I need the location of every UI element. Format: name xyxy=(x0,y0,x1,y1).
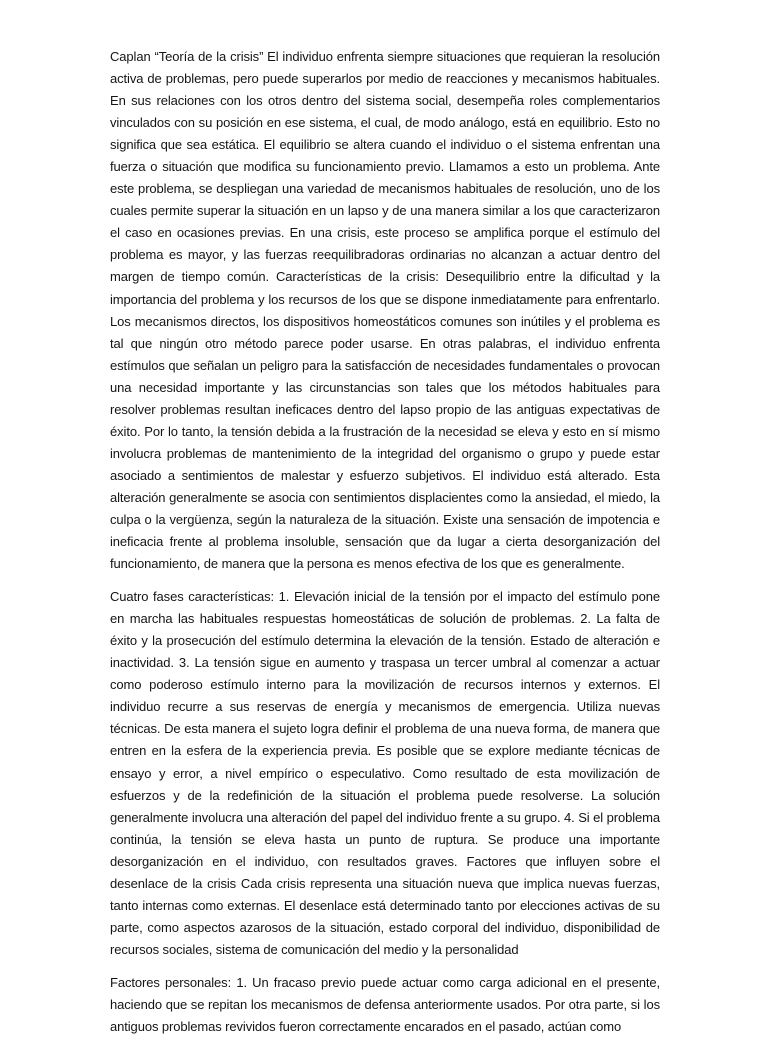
paragraph-teoria-de-la-crisis: Caplan “Teoría de la crisis” El individuo enfrenta siempre situaciones que requieran la resolución activa de problemas, pero puede superarlos por medio de reacciones y mecanismos habituales. En sus relaciones con los otros dentro del sistema social, desempeña roles complementarios vinculados con su posición en ese sistema, el cual, de modo análogo, está en equilibrio. Esto no significa que sea estática. El equilibrio se altera cuando el individuo o el sistema enfrentan una fuerza o situación que modifica su funcionamiento previo. Llamamos a esto un problema. Ante este problema, se despliegan una variedad de mecanismos habituales de resolución, uno de los cuales permite superar la situación en un lapso y de una manera similar a los que caracterizaron el caso en ocasiones previas. En una crisis, este proceso se amplifica porque el estímulo del problema es mayor, y las fuerzas reequilibradoras ordinarias no alcanzan a actuar dentro del margen de tiempo común. Características de la crisis: Desequilibrio entre la dificultad y la importancia del problema y los recursos de los que se dispone inmediatamente para enfrentarlo. Los mecanismos directos, los dispositivos homeostáticos comunes son inútiles y el problema es tal que ningún otro método parece poder usarse. En otras palabras, el individuo enfrenta estímulos que señalan un peligro para la satisfacción de necesidades fundamentales o provocan una necesidad importante y las circunstancias son tales que los métodos habituales para resolver problemas resultan ineficaces dentro del lapso propio de las antiguas expectativas de éxito. Por lo tanto, la tensión debida a la frustración de la necesidad se eleva y esto en sí mismo involucra problemas de mantenimiento de la integridad del organismo o grupo y puede estar asociado a sentimientos de malestar y esfuerzo subjetivos. El individuo está alterado. Esta alteración generalmente se asocia con sentimientos displacientes como la ansiedad, el miedo, la culpa o la vergüenza, según la naturaleza de la situación. Existe una sensación de impotencia e ineficacia frente al problema insoluble, sensación que da lugar a cierta desorganización del funcionamiento, de manera que la persona es menos efectiva de los que es generalmente. xyxy=(110,49,660,572)
paragraph-cuatro-fases: Cuatro fases características: 1. Elevación inicial de la tensión por el impacto del estímulo pone en marcha las habituales respuestas homeostáticas de solución de problemas. 2. La falta de éxito y la prosecución del estímulo determina la elevación de la tensión. Estado de alteración e inactividad. 3. La tensión sigue en aumento y traspasa un tercer umbral al comenzar a actuar como poderoso estímulo interno para la movilización de recursos internos y externos. El individuo recurre a sus reservas de energía y mecanismos de emergencia. Utiliza nuevas técnicas. De esta manera el sujeto logra definir el problema de una nueva forma, de manera que entren en la esfera de la experiencia previa. Es posible que se explore mediante técnicas de ensayo y error, a nivel empírico o especulativo. Como resultado de esta movilización de esfuerzos y de la redefinición de la situación el problema puede resolverse. La solución generalmente involucra una alteración del papel del individuo frente a su grupo. 4. Si el problema continúa, la tensión se eleva hasta un punto de ruptura. Se produce una importante desorganización en el individuo, con resultados graves. Factores que influyen sobre el desenlace de la crisis Cada crisis representa una situación nueva que implica nuevas fuerzas, tanto internas como externas. El desenlace está determinado tanto por elecciones activas de su parte, como aspectos azarosos de la situación, estado corporal del individuo, disponibilidad de recursos sociales, sistema de comunicación del medio y la personalidad xyxy=(110,589,660,957)
paragraph-factores-personales: Factores personales: 1. Un fracaso previo puede actuar como carga adicional en el presente, haciendo que se repitan los mecanismos de defensa anteriormente usados. Por otra parte, si los antiguos problemas revividos fueron correctamente encarados en el pasado, actúan como xyxy=(110,974,660,1035)
